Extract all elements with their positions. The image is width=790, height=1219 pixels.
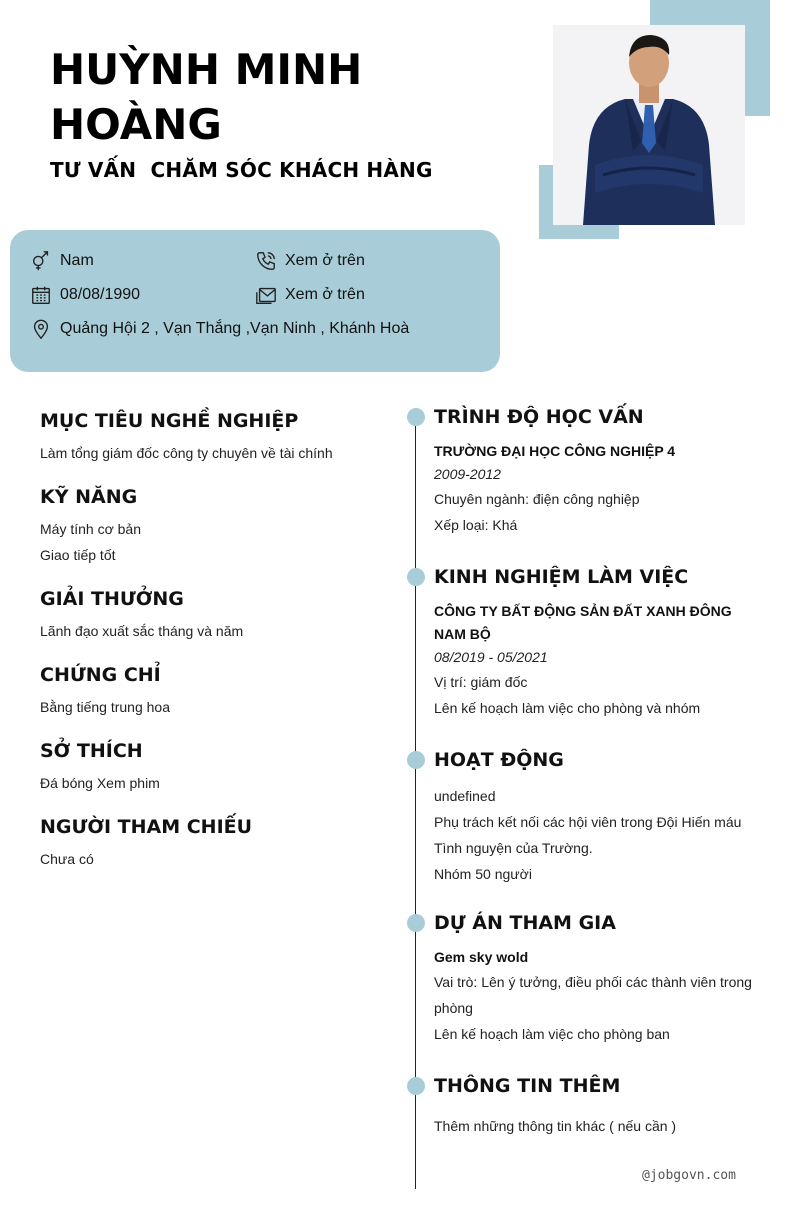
gender-icon bbox=[30, 250, 52, 272]
section-title: KINH NGHIỆM LÀM VIỆC bbox=[434, 566, 689, 588]
experience-detail: Vị trí: giám đốc bbox=[434, 674, 528, 690]
timeline-dot bbox=[407, 914, 425, 932]
project-name: Gem sky wold bbox=[434, 949, 529, 965]
section-title: KỸ NĂNG bbox=[40, 486, 138, 508]
address-value: Quảng Hội 2 , Vạn Thắng ,Vạn Ninh , Khánh Hoà bbox=[60, 320, 410, 337]
project-detail: Lên kế hoạch làm việc cho phòng ban bbox=[434, 1026, 670, 1042]
section-title: DỰ ÁN THAM GIA bbox=[434, 912, 616, 934]
experience-detail: Lên kế hoạch làm việc cho phòng và nhóm bbox=[434, 700, 701, 716]
calendar-icon bbox=[30, 284, 52, 306]
objective-section bbox=[40, 408, 380, 466]
education-period: 2009-2012 bbox=[434, 466, 501, 482]
experience-section bbox=[434, 564, 754, 721]
full-name-line-2: HOÀNG bbox=[50, 100, 222, 149]
skill-item: Máy tính cơ bản bbox=[40, 521, 142, 537]
email-row bbox=[255, 284, 365, 306]
timeline-dot bbox=[407, 408, 425, 426]
section-title: TRÌNH ĐỘ HỌC VẤN bbox=[434, 406, 644, 428]
phone-row bbox=[255, 250, 365, 272]
timeline-dot bbox=[407, 1077, 425, 1095]
timeline-line bbox=[415, 416, 416, 1189]
section-title: CHỨNG CHỈ bbox=[40, 664, 161, 686]
reference-item: Chưa có bbox=[40, 851, 94, 867]
skills-section bbox=[40, 484, 380, 568]
full-name-line-1: HUỲNH MINH bbox=[50, 45, 363, 94]
project-detail: Vai trò: Lên ý tưởng, điều phối các thành viên trong phòng bbox=[434, 974, 752, 1016]
full-name bbox=[50, 42, 470, 152]
section-title: SỞ THÍCH bbox=[40, 740, 143, 762]
education-detail: Xếp loại: Khá bbox=[434, 517, 518, 533]
section-title: GIẢI THƯỞNG bbox=[40, 588, 184, 610]
education-detail: Chuyên ngành: điện công nghiệp bbox=[434, 491, 640, 507]
gender-row bbox=[30, 250, 94, 272]
birthday-row bbox=[30, 284, 140, 306]
references-section bbox=[40, 814, 380, 872]
personal-info-box bbox=[10, 230, 500, 372]
projects-section bbox=[434, 910, 754, 1047]
activities-section bbox=[434, 747, 754, 887]
mail-icon bbox=[255, 284, 277, 306]
timeline-dot bbox=[407, 751, 425, 769]
profile-photo-illustration bbox=[553, 25, 745, 225]
activity-detail: undefined bbox=[434, 788, 496, 804]
email-value: Xem ở trên bbox=[285, 286, 365, 303]
phone-value: Xem ở trên bbox=[285, 252, 365, 269]
phone-icon bbox=[255, 250, 277, 272]
gender-value: Nam bbox=[60, 252, 94, 269]
certificates-section bbox=[40, 662, 380, 720]
education-section bbox=[434, 404, 754, 538]
birthday-value: 08/08/1990 bbox=[60, 286, 141, 303]
activity-detail: Nhóm 50 người bbox=[434, 866, 532, 882]
watermark: @jobgovn.com bbox=[642, 1168, 736, 1183]
experience-period: 08/2019 - 05/2021 bbox=[434, 649, 548, 665]
more-info-detail: Thêm những thông tin khác ( nếu cần ) bbox=[434, 1118, 677, 1134]
section-title: NGƯỜI THAM CHIẾU bbox=[40, 816, 253, 838]
awards-section bbox=[40, 586, 380, 644]
skill-item: Giao tiếp tốt bbox=[40, 547, 116, 563]
objective-text: Làm tổng giám đốc công ty chuyên về tài chính bbox=[40, 445, 333, 461]
activity-detail: Phụ trách kết nối các hội viên trong Đội Hiến máu Tình nguyện của Trường. bbox=[434, 814, 742, 856]
profile-photo bbox=[553, 25, 745, 225]
school-name: TRƯỜNG ĐẠI HỌC CÔNG NGHIỆP 4 bbox=[434, 443, 676, 459]
left-column bbox=[40, 408, 380, 890]
job-title: TƯ VẤN CHĂM SÓC KHÁCH HÀNG bbox=[50, 158, 433, 182]
section-title: THÔNG TIN THÊM bbox=[434, 1075, 621, 1097]
award-item: Lãnh đạo xuất sắc tháng và năm bbox=[40, 623, 244, 639]
timeline-dot bbox=[407, 568, 425, 586]
section-title: HOẠT ĐỘNG bbox=[434, 749, 564, 771]
location-pin-icon bbox=[30, 318, 52, 340]
hobbies-section bbox=[40, 738, 380, 796]
certificate-item: Bằng tiếng trung hoa bbox=[40, 699, 170, 715]
hobby-item: Đá bóng Xem phim bbox=[40, 775, 160, 791]
address-row bbox=[30, 318, 409, 340]
section-title: MỤC TIÊU NGHỀ NGHIỆP bbox=[40, 410, 299, 432]
more-info-section bbox=[434, 1073, 754, 1139]
company-name: CÔNG TY BẤT ĐỘNG SẢN ĐẤT XANH ĐÔNG NAM BỘ bbox=[434, 603, 732, 642]
